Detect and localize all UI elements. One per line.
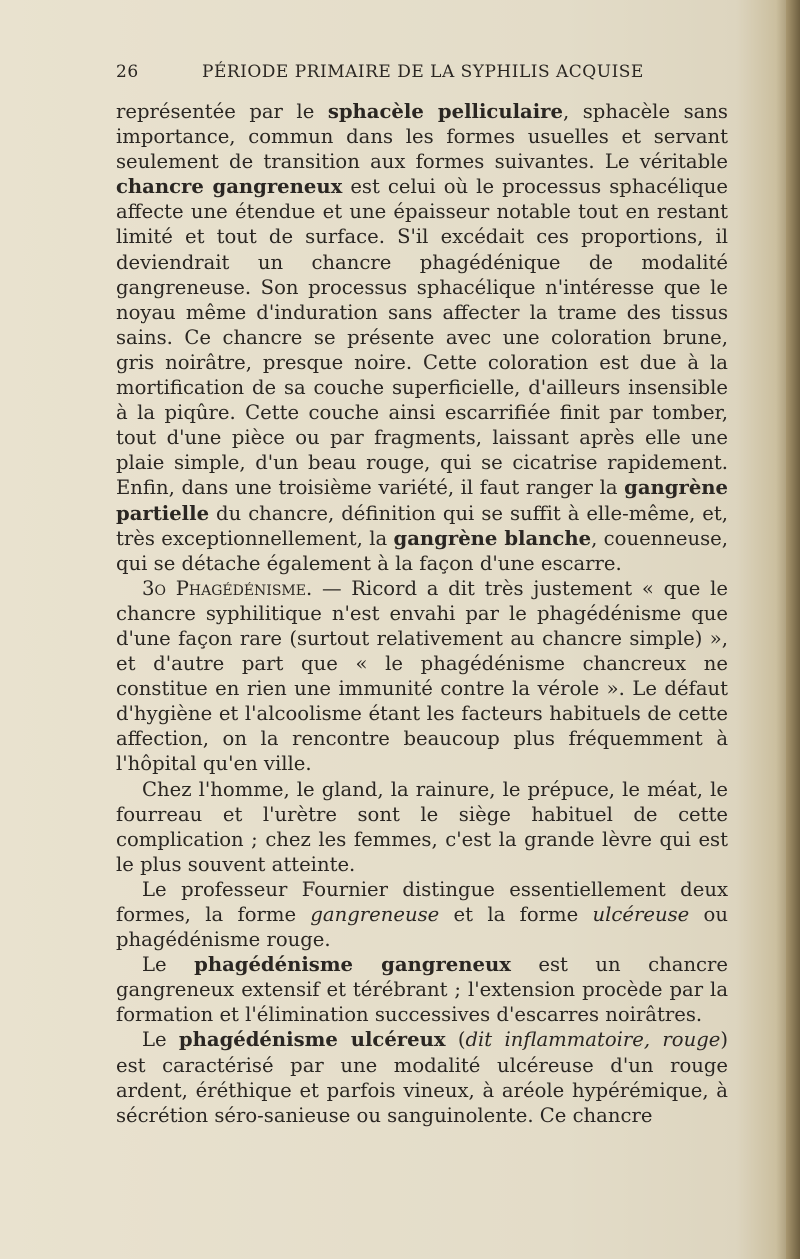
italic-term: gangreneuse [310, 903, 440, 926]
bold-term: chancre gangreneux [116, 175, 343, 199]
paragraph: Le phagédénisme gangreneux est un chancre gangreneux extensif et térébrant ; l'extension procède par la formation et l'élimination successives d'escarres noirâtres. [116, 953, 728, 1027]
bold-term: phagédénisme gangreneux [194, 953, 511, 977]
paragraph: Le phagédénisme ulcéreux (dit inflammatoire, rouge) est caractérisé par une modalité ulcéreuse d'un rouge ardent, éréthique et parfois vineux, à aréole hypérémique, à sécrétion séro-sanieuse ou sanguinolente. Ce chancre [116, 1028, 728, 1127]
bold-term: gangrène partielle [116, 476, 728, 525]
paragraph: 3o Phagédénisme. — Ricord a dit très justement « que le chancre syphilitique n'est envahi par le phagédénisme que d'une façon rare (surtout relativement au chancre simple) », et d'autre part que « le phagédénisme chancreux ne constitue en rien une immunité contre la vérole ». Le défaut d'hygiène et l'alcoolisme étant les facteurs habituels de cette affection, on la rencontre beaucoup plus fréquemment à l'hôpital qu'en ville. [116, 576, 728, 776]
running-title: PÉRIODE PRIMAIRE DE LA SYPHILIS ACQUISE [202, 62, 644, 82]
bold-term: gangrène blanche [393, 526, 592, 550]
paragraph: représentée par le sphacèle pelliculaire, sphacèle sans importance, commun dans les formes usuelles et servant seulement de transition aux formes suivantes. Le véritable chancre gangreneux est celui où le processus sphacélique affecte une étendue et une épaisseur notable tout en restant limité et tout de surface. S'il excédait ces proportions, il deviendrait un chancre phagédénique de modalité gangreneuse. Son processus sphacélique n'intéresse que le noyau même d'induration sans affecter la trame des tissus sains. Ce chancre se présente avec une coloration brune, gris noirâtre, presque noire. Cette coloration est due à la mortification de sa couche superficielle, d'ailleurs insensible à la piqûre. Cette couche ainsi escarrifiée finit par tomber, tout d'une pièce ou par fragments, laissant après elle une plaie simple, d'un beau rouge, qui se cicatrise rapidement. Enfin, dans une troisième variété, il faut ranger la gangrène partielle du chancre, définition qui se suffit à elle-même, et, très exceptionnellement, la gangrène blanche, couenneuse, qui se détache également à la façon d'une escarre. [116, 100, 728, 575]
bold-term: phagédénisme ulcéreux [178, 1028, 446, 1052]
page-number: 26 [116, 62, 139, 82]
italic-term: dit inflammatoire, rouge [465, 1028, 721, 1052]
paragraph: Chez l'homme, le gland, la rainure, le prépuce, le méat, le fourreau et l'urètre sont le siège habituel de cette complication ; chez les femmes, c'est la grande lèvre qui est le plus souvent atteinte. [116, 777, 728, 876]
bold-term: sphacèle pelliculaire [327, 100, 563, 123]
paragraph: Le professeur Fournier distingue essentiellement deux formes, la forme gangreneuse et la forme ulcéreuse ou phagédénisme rouge. [116, 877, 728, 952]
page-edge [786, 0, 800, 1259]
body-text [116, 99, 728, 1128]
running-header [116, 62, 728, 86]
section-label: 3o Phagédénisme. [142, 576, 313, 600]
italic-term: ulcéreuse [592, 903, 690, 926]
